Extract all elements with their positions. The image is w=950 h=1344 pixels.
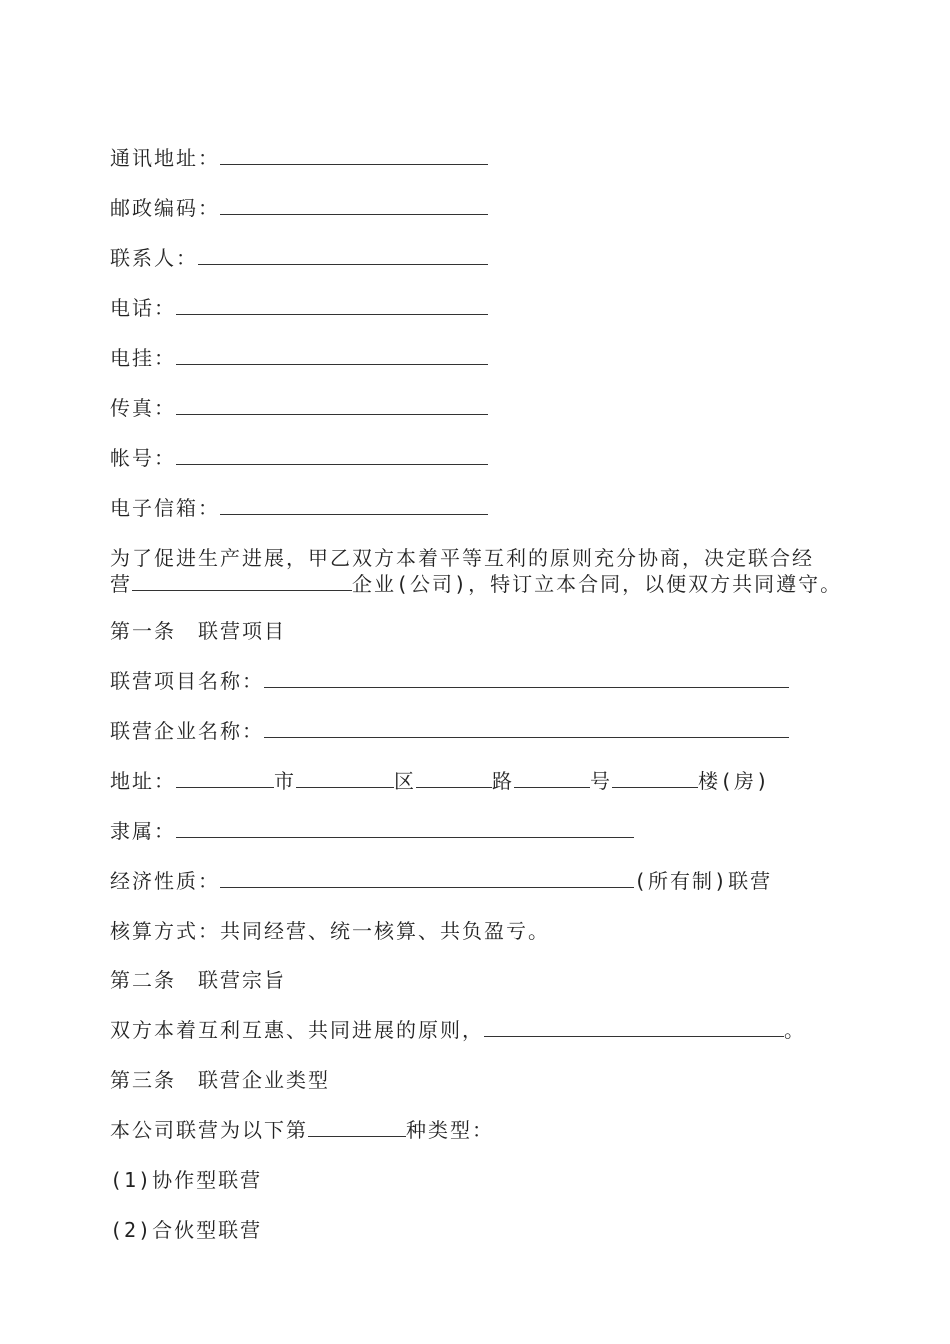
purpose-prefix: 双方本着互利互惠、共同进展的原则，	[110, 1018, 484, 1042]
address-label: 通讯地址：	[110, 146, 220, 170]
building-label: 楼(房)	[698, 769, 771, 793]
telegram-blank[interactable]	[176, 346, 488, 365]
email-field	[110, 495, 488, 521]
article2-title: 第二条 联营宗旨	[110, 968, 286, 992]
type-suffix: 种类型：	[406, 1118, 494, 1142]
project-name-blank[interactable]	[264, 669, 789, 688]
account-field	[110, 445, 488, 471]
project-name-field	[110, 668, 789, 694]
project-name-label: 联营项目名称：	[110, 669, 264, 693]
account-blank[interactable]	[176, 446, 488, 465]
city-blank[interactable]	[176, 769, 274, 788]
account-label: 帐号：	[110, 446, 176, 470]
number-label: 号	[590, 769, 612, 793]
building-blank[interactable]	[612, 769, 698, 788]
address-field	[110, 145, 488, 171]
economic-nature-blank[interactable]	[220, 869, 634, 888]
intro-line-2-prefix: 营	[110, 572, 132, 596]
postcode-label: 邮政编码：	[110, 196, 220, 220]
phone-blank[interactable]	[176, 296, 488, 315]
type-option-2: (2)合伙型联营	[110, 1218, 263, 1242]
contact-label: 联系人：	[110, 246, 198, 270]
telegram-label: 电挂：	[110, 346, 176, 370]
fax-blank[interactable]	[176, 396, 488, 415]
enterprise-name-label: 联营企业名称：	[110, 719, 264, 743]
affiliation-label: 隶属：	[110, 819, 176, 843]
fax-label: 传真：	[110, 396, 176, 420]
district-label: 区	[394, 769, 416, 793]
email-blank[interactable]	[220, 496, 488, 515]
district-blank[interactable]	[296, 769, 394, 788]
purpose-field	[110, 1017, 806, 1043]
intro-line-1: 为了促进生产进展，甲乙双方本着平等互利的原则充分协商，决定联合经	[110, 546, 814, 570]
enterprise-name-field	[110, 718, 789, 744]
purpose-suffix: 。	[784, 1018, 806, 1042]
article1-title: 第一条 联营项目	[110, 619, 286, 643]
location-field	[110, 768, 770, 794]
intro-line-2-suffix: 企业(公司)，特订立本合同，以便双方共同遵守。	[352, 572, 843, 596]
fax-field	[110, 395, 488, 421]
accounting-method: 核算方式：共同经营、统一核算、共负盈亏。	[110, 919, 550, 943]
intro-line-2	[110, 571, 850, 597]
enterprise-blank[interactable]	[132, 572, 352, 591]
road-blank[interactable]	[416, 769, 492, 788]
enterprise-name-blank[interactable]	[264, 719, 789, 738]
economic-nature-label: 经济性质：	[110, 869, 220, 893]
phone-field	[110, 295, 488, 321]
economic-nature-suffix: (所有制)联营	[634, 869, 773, 893]
email-label: 电子信箱：	[110, 496, 220, 520]
article3-title: 第三条 联营企业类型	[110, 1068, 330, 1092]
economic-nature-field	[110, 868, 772, 894]
phone-label: 电话：	[110, 296, 176, 320]
road-label: 路	[492, 769, 514, 793]
affiliation-field	[110, 818, 634, 844]
number-blank[interactable]	[514, 769, 590, 788]
type-choice-field	[110, 1117, 494, 1143]
city-label: 市	[274, 769, 296, 793]
contact-blank[interactable]	[198, 246, 488, 265]
telegram-field	[110, 345, 488, 371]
intro-paragraph	[110, 545, 850, 597]
affiliation-blank[interactable]	[176, 819, 634, 838]
purpose-blank[interactable]	[484, 1018, 784, 1037]
postcode-field	[110, 195, 488, 221]
address-blank[interactable]	[220, 146, 488, 165]
location-label: 地址：	[110, 769, 176, 793]
postcode-blank[interactable]	[220, 196, 488, 215]
type-blank[interactable]	[308, 1118, 406, 1137]
type-prefix: 本公司联营为以下第	[110, 1118, 308, 1142]
type-option-1: (1)协作型联营	[110, 1168, 263, 1192]
contact-field	[110, 245, 488, 271]
